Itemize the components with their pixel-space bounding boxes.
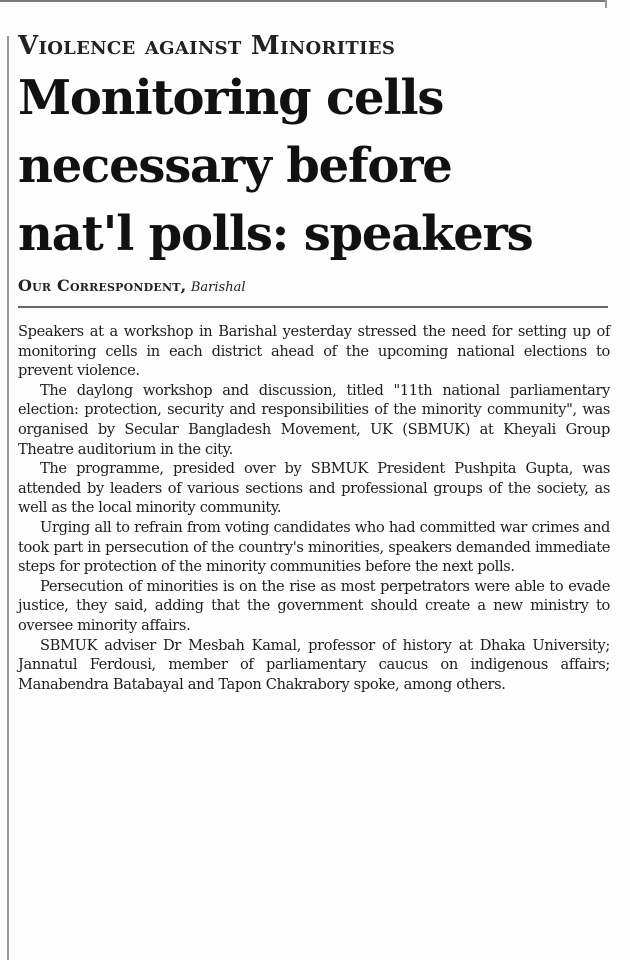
left-column-rule [7,36,9,960]
body-paragraph: Speakers at a workshop in Barishal yesterday stressed the need for setting up of monitoring cells in each district ahead of the upcoming national elections to prevent violence. [18,323,610,380]
headline-line: Monitoring cells [18,70,444,126]
body-paragraph: Persecution of minorities is on the rise as most perpetrators were able to evade justice, they said, adding that the government should create a new ministry to oversee minority affairs. [18,577,610,634]
body-paragraph: The daylong workshop and discussion, titled "11th national parliamentary election: protection, security and responsibilities of the minority community", was organised by Secular Bangladesh Movement, UK (SBMUK) at Kheyali Group Theatre auditorium in the city. [18,381,610,458]
headline-line: necessary before [18,138,452,194]
article-kicker: Violence against Minorities [18,31,396,61]
body-paragraph: The programme, presided over by SBMUK President Pushpita Gupta, was attended by leaders of various sections and professional groups of the society, as well as the local minority community. [18,460,610,517]
byline-author: Our Correspondent, [18,276,187,295]
body-paragraph: SBMUK adviser Dr Mesbah Kamal, professor of history at Dhaka University; Jannatul Ferdousi, member of parliamentary caucus on indigenous affairs; Manabendra Batabayal and Tapon Chakrabory spoke, among others. [18,636,610,693]
article [18,30,610,694]
byline-divider [18,306,608,308]
article-headline [18,64,610,268]
byline [18,276,610,298]
body-paragraph: Urging all to refrain from voting candidates who had committed war crimes and took part in persecution of the country's minorities, speakers demanded immediate steps for protection of the minority communities before the next polls. [18,518,610,576]
right-border-rule [605,0,607,8]
article-body [18,322,610,694]
byline-location: Barishal [190,280,246,295]
top-border-rule [0,0,605,2]
headline-line: nat'l polls: speakers [18,206,533,262]
